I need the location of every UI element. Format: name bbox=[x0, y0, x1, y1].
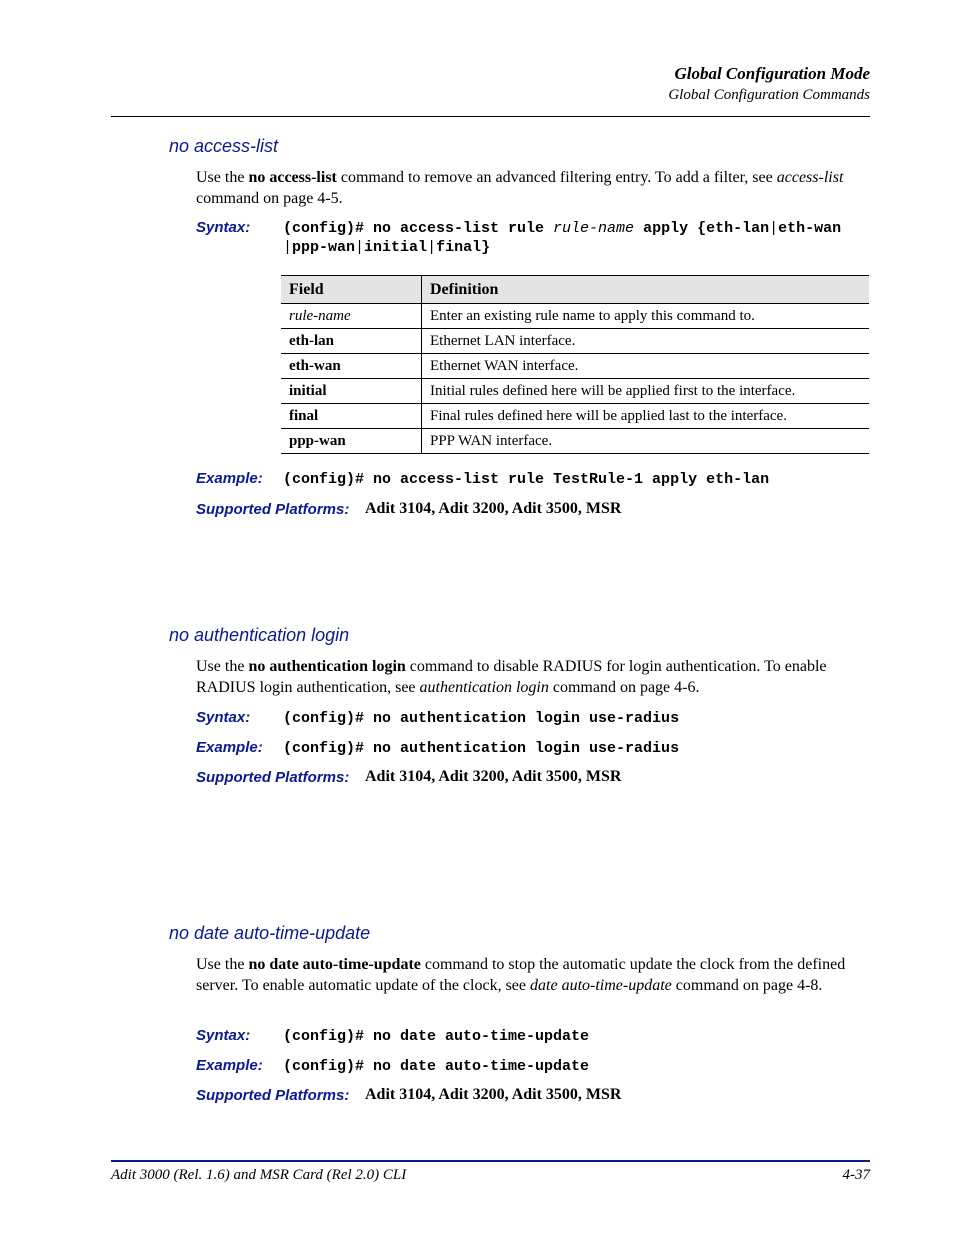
example-command: (config)# no date auto-time-update bbox=[283, 1058, 590, 1075]
example-label: Example: bbox=[196, 739, 263, 756]
table-cell-definition: Enter an existing rule name to apply this command to. bbox=[422, 304, 870, 329]
table-row bbox=[281, 329, 869, 354]
desc-text: command to disable RADIUS for login authentication. To enable RADIUS login authentication, see bbox=[196, 658, 827, 696]
footer-document-title: Adit 3000 (Rel. 1.6) and MSR Card (Rel 2.0) CLI bbox=[111, 1167, 407, 1183]
section-title-no-access-list: no access-list bbox=[169, 136, 279, 156]
section-title-no-authentication-login: no authentication login bbox=[169, 625, 350, 645]
syntax-command: (config)# no date auto-time-update bbox=[283, 1028, 590, 1045]
running-header-subtitle: Global Configuration Commands bbox=[668, 87, 870, 103]
syntax-text: eth-wan bbox=[778, 220, 842, 237]
desc-reference: access-list bbox=[776, 169, 844, 186]
table-cell-definition: Final rules defined here will be applied last to the interface. bbox=[422, 404, 870, 429]
desc-text: command on page 4-8. bbox=[671, 976, 823, 994]
desc-text: command to stop the automatic update the clock from the defined server. To enable automatic update of the clock, see bbox=[196, 956, 846, 994]
table-cell-definition: Initial rules defined here will be applied first to the interface. bbox=[422, 379, 870, 404]
syntax-text: initial bbox=[364, 239, 428, 256]
table-row bbox=[281, 354, 869, 379]
example-label: Example: bbox=[196, 470, 263, 487]
syntax-command-continued: |ppp-wan|initial|final} bbox=[283, 239, 491, 256]
syntax-label: Syntax: bbox=[196, 709, 251, 726]
syntax-text: final} bbox=[436, 239, 491, 256]
syntax-text: ppp-wan bbox=[292, 239, 356, 256]
table-cell-field: ppp-wan bbox=[281, 429, 422, 454]
table-cell-field: final bbox=[281, 404, 422, 429]
table-cell-field: eth-lan bbox=[281, 329, 422, 354]
table-cell-definition: Ethernet LAN interface. bbox=[422, 329, 870, 354]
desc-text: Use the bbox=[196, 956, 249, 973]
syntax-command: (config)# no authentication login use-radius bbox=[283, 710, 680, 727]
table-cell-field: initial bbox=[281, 379, 422, 404]
desc-text: command on page 4-6. bbox=[548, 678, 700, 696]
section-description bbox=[196, 657, 872, 698]
footer-divider bbox=[111, 1160, 870, 1162]
desc-text: Use the bbox=[196, 169, 249, 186]
desc-command: no access-list bbox=[248, 169, 337, 186]
table-cell-definition: PPP WAN interface. bbox=[422, 429, 870, 454]
syntax-label: Syntax: bbox=[196, 1027, 251, 1044]
syntax-command: (config)# no access-list rule rule-name apply {eth-lan|eth-wan bbox=[283, 220, 842, 237]
platforms-list: Adit 3104, Adit 3200, Adit 3500, MSR bbox=[365, 500, 622, 517]
platforms-label: Supported Platforms: bbox=[196, 501, 350, 518]
table-header-field: Field bbox=[281, 276, 422, 304]
desc-reference: date auto-time-update bbox=[530, 976, 672, 994]
section-description bbox=[196, 168, 872, 209]
table-header-definition: Definition bbox=[422, 276, 870, 304]
table-row bbox=[281, 304, 869, 329]
table-cell-field: eth-wan bbox=[281, 354, 422, 379]
desc-command: no authentication login bbox=[248, 658, 406, 675]
platforms-list: Adit 3104, Adit 3200, Adit 3500, MSR bbox=[365, 1086, 622, 1103]
syntax-text: apply {eth-lan bbox=[634, 220, 770, 237]
example-label: Example: bbox=[196, 1057, 263, 1074]
table-cell-field: rule-name bbox=[281, 304, 422, 329]
desc-text: command to remove an advanced filtering entry. To add a filter, see bbox=[336, 169, 777, 186]
syntax-text: (config)# no access-list rule bbox=[283, 220, 554, 237]
desc-text: Use the bbox=[196, 658, 249, 675]
table-cell-definition: Ethernet WAN interface. bbox=[422, 354, 870, 379]
section-description bbox=[196, 955, 872, 996]
table-header-row bbox=[281, 276, 869, 304]
table-row bbox=[281, 429, 869, 454]
syntax-argument: rule-name bbox=[553, 220, 635, 237]
field-definition-table bbox=[281, 275, 869, 454]
example-command: (config)# no access-list rule TestRule-1 apply eth-lan bbox=[283, 471, 770, 488]
desc-text: command on page 4-5. bbox=[196, 189, 343, 207]
footer-page-number: 4-37 bbox=[842, 1167, 870, 1183]
desc-command: no date auto-time-update bbox=[248, 956, 421, 973]
running-header-title: Global Configuration Mode bbox=[674, 64, 870, 83]
section-title-no-date-auto-time-update: no date auto-time-update bbox=[169, 923, 371, 943]
table-row bbox=[281, 404, 869, 429]
platforms-label: Supported Platforms: bbox=[196, 769, 350, 786]
platforms-label: Supported Platforms: bbox=[196, 1087, 350, 1104]
example-command: (config)# no authentication login use-radius bbox=[283, 740, 680, 757]
desc-reference: authentication login bbox=[419, 678, 549, 696]
platforms-list: Adit 3104, Adit 3200, Adit 3500, MSR bbox=[365, 768, 622, 785]
table-row bbox=[281, 379, 869, 404]
header-divider bbox=[111, 116, 870, 117]
syntax-label: Syntax: bbox=[196, 219, 251, 236]
